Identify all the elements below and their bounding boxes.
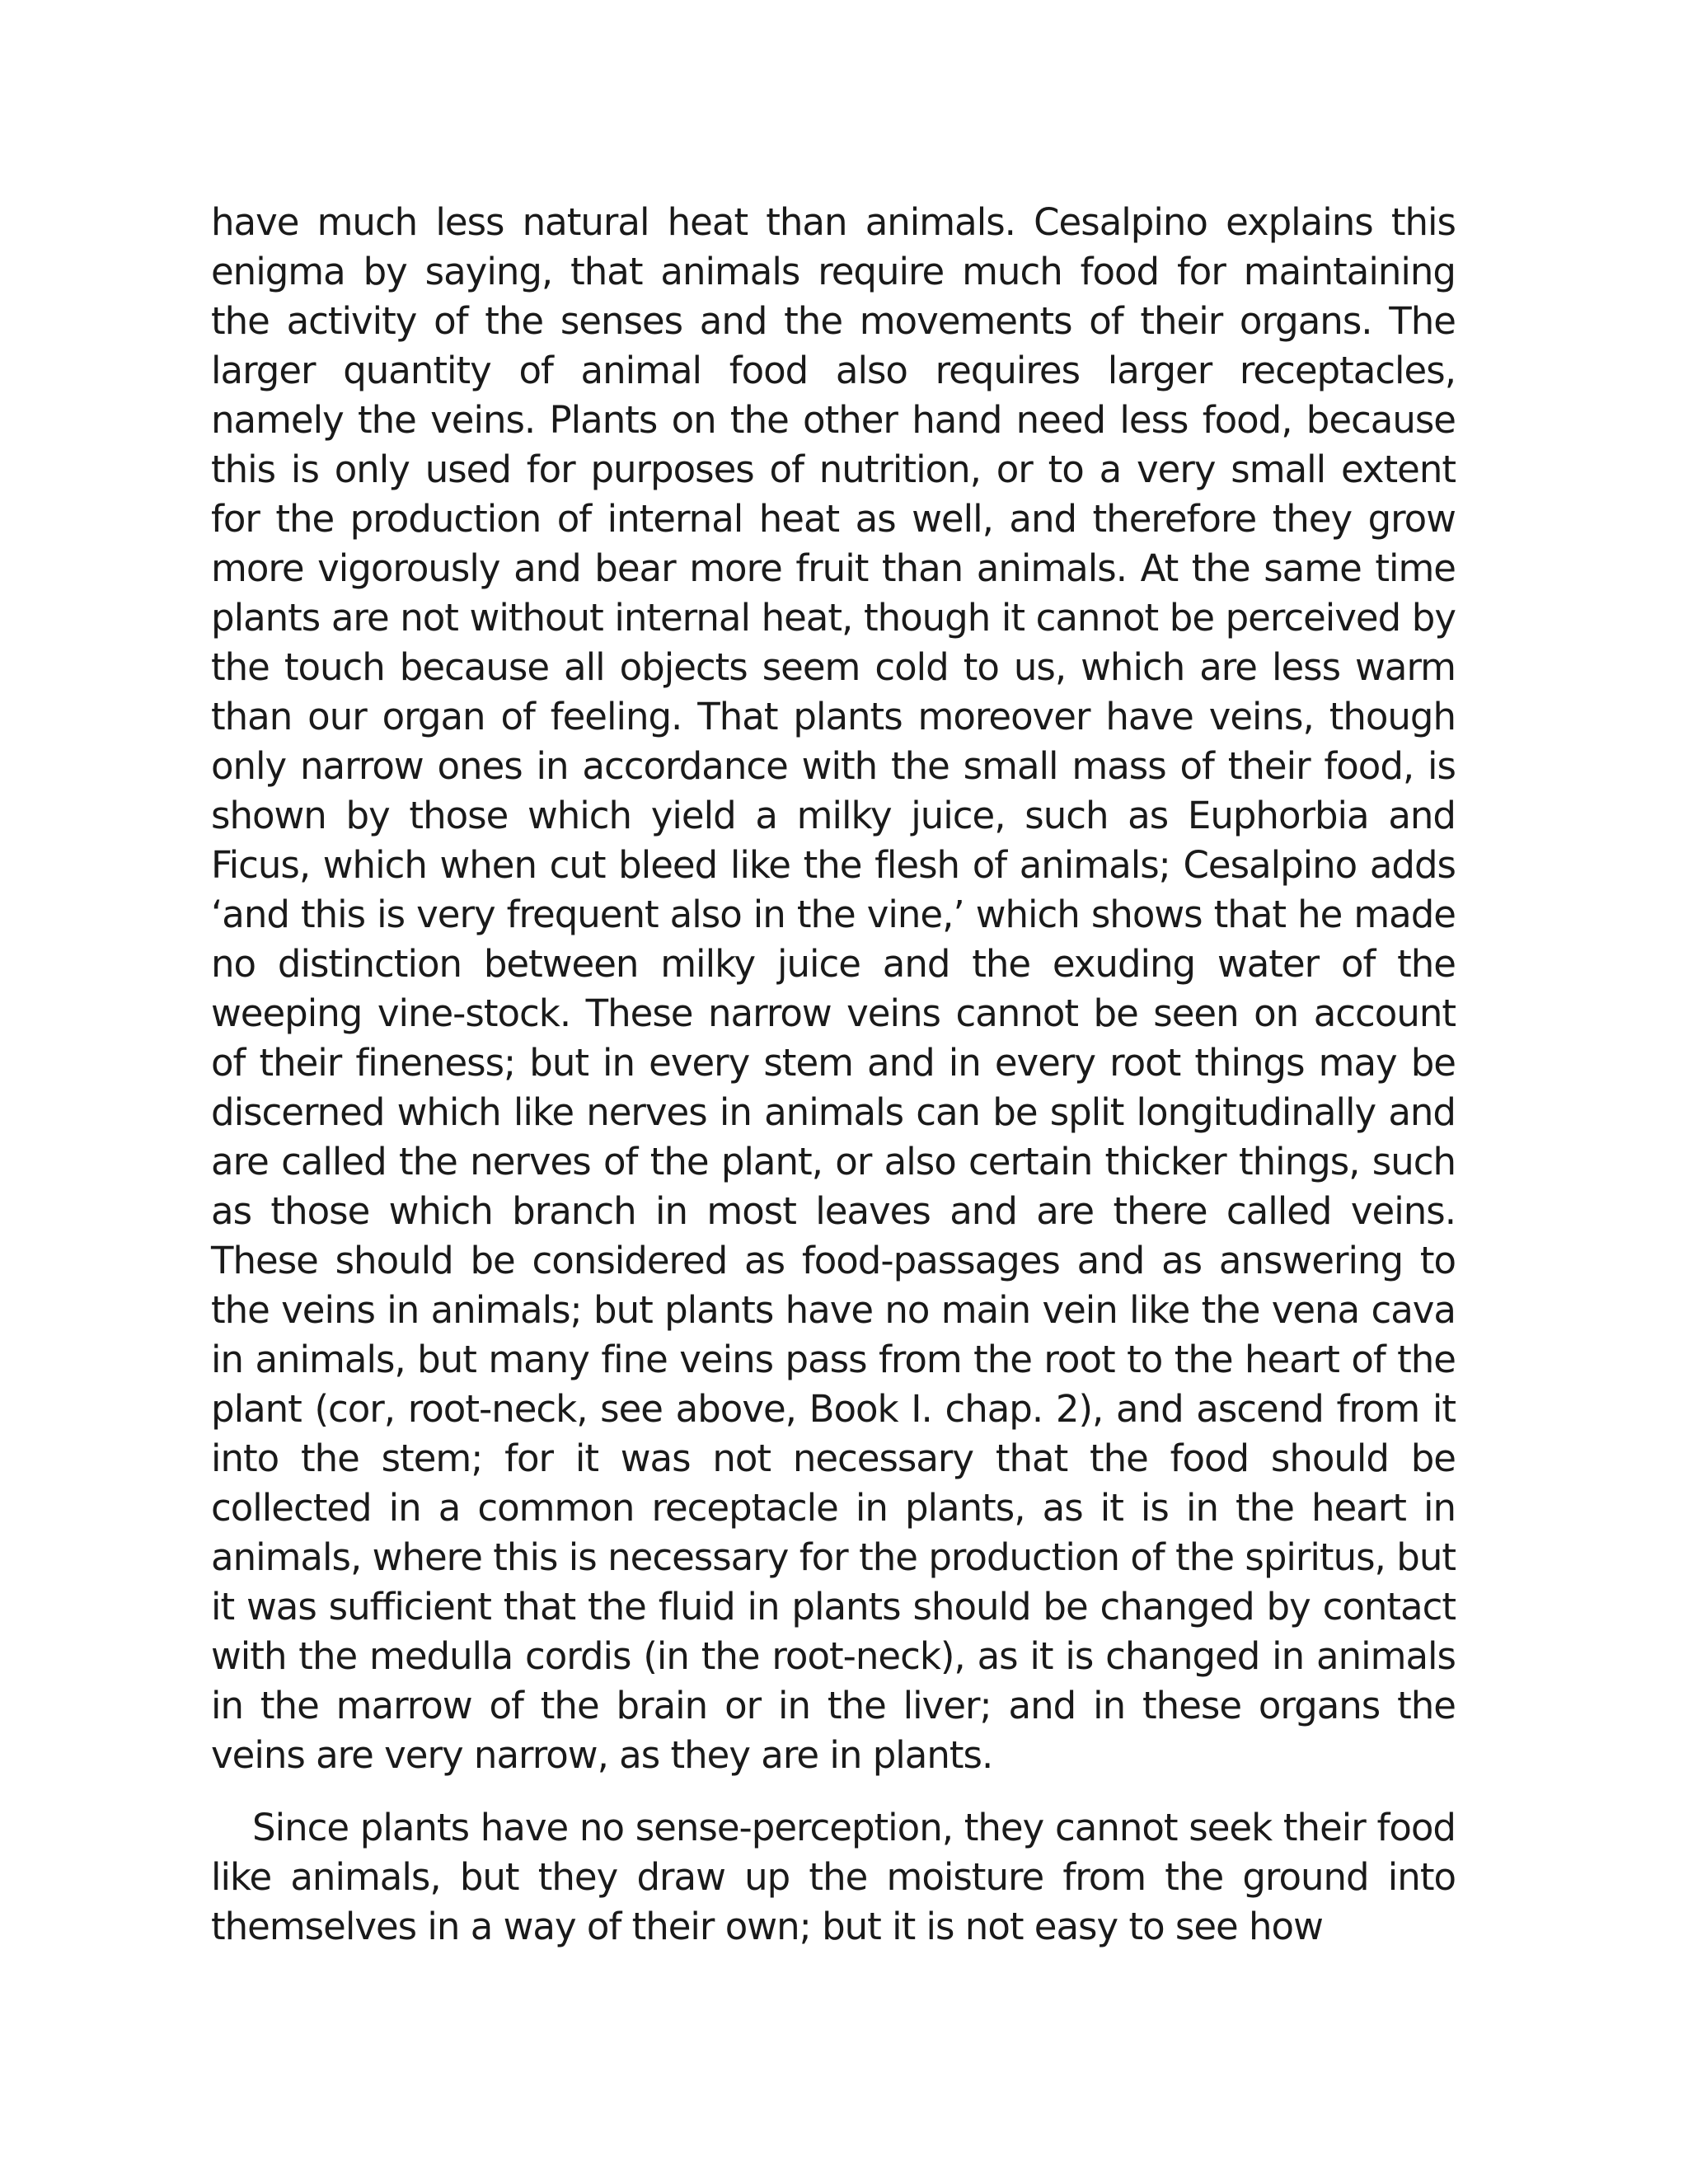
paragraph-1: have much less natural heat than animals. Cesalpino explains this enigma by saying, that animals require much food for maintaining the activity of the senses and the movements of their organs. The larger quantity of animal food also requires larger receptacles, namely the veins. Plants on the other hand need less food, because this is only used for purposes of nutrition, or to a very small extent for the production of internal heat as well, and therefore they grow more vigorously and bear more fruit than animals. At the same time plants are not without internal heat, though it cannot be perceived by the touch because all objects seem cold to us, which are less warm than our organ of feeling. That plants moreover have veins, though only narrow ones in accordance with the small mass of their food, is shown by those which yield a milky juice, such as Euphorbia and Ficus, which when cut bleed like the flesh of animals; Cesalpino adds ‘and this is very frequent also in the vine,’ which shows that he made no distinction between milky juice and the exuding water of the weeping vine-stock. These narrow veins cannot be seen on account of their fineness; but in every stem and in every root things may be discerned which like nerves in animals can be split longitudinally and are called the nerves of the plant, or also certain thicker things, such as those which branch in most leaves and are there called veins. These should be considered as food-passages and as answering to the veins in animals; but plants have no main vein like the vena cava in animals, but many fine veins pass from the root to the heart of the plant (cor, root-neck, see above, Book I. chap. 2), and ascend from it into the stem; for it was not necessary that the food should be collected in a common receptacle in plants, as it is in the heart in animals, where this is necessary for the production of the spiritus, but it was sufficient that the fluid in plants should be changed by contact with the medulla cordis (in the root-neck), as it is changed in animals in the marrow of the brain or in the liver; and in these organs the veins are very narrow, as they are in plants. xyxy=(211,200,1456,1777)
document-page xyxy=(211,198,1456,1952)
paragraph-2: Since plants have no sense-perception, they cannot seek their food like animals, but they draw up the moisture from the ground into themselves in a way of their own; but it is not easy to see how xyxy=(211,1806,1456,1948)
